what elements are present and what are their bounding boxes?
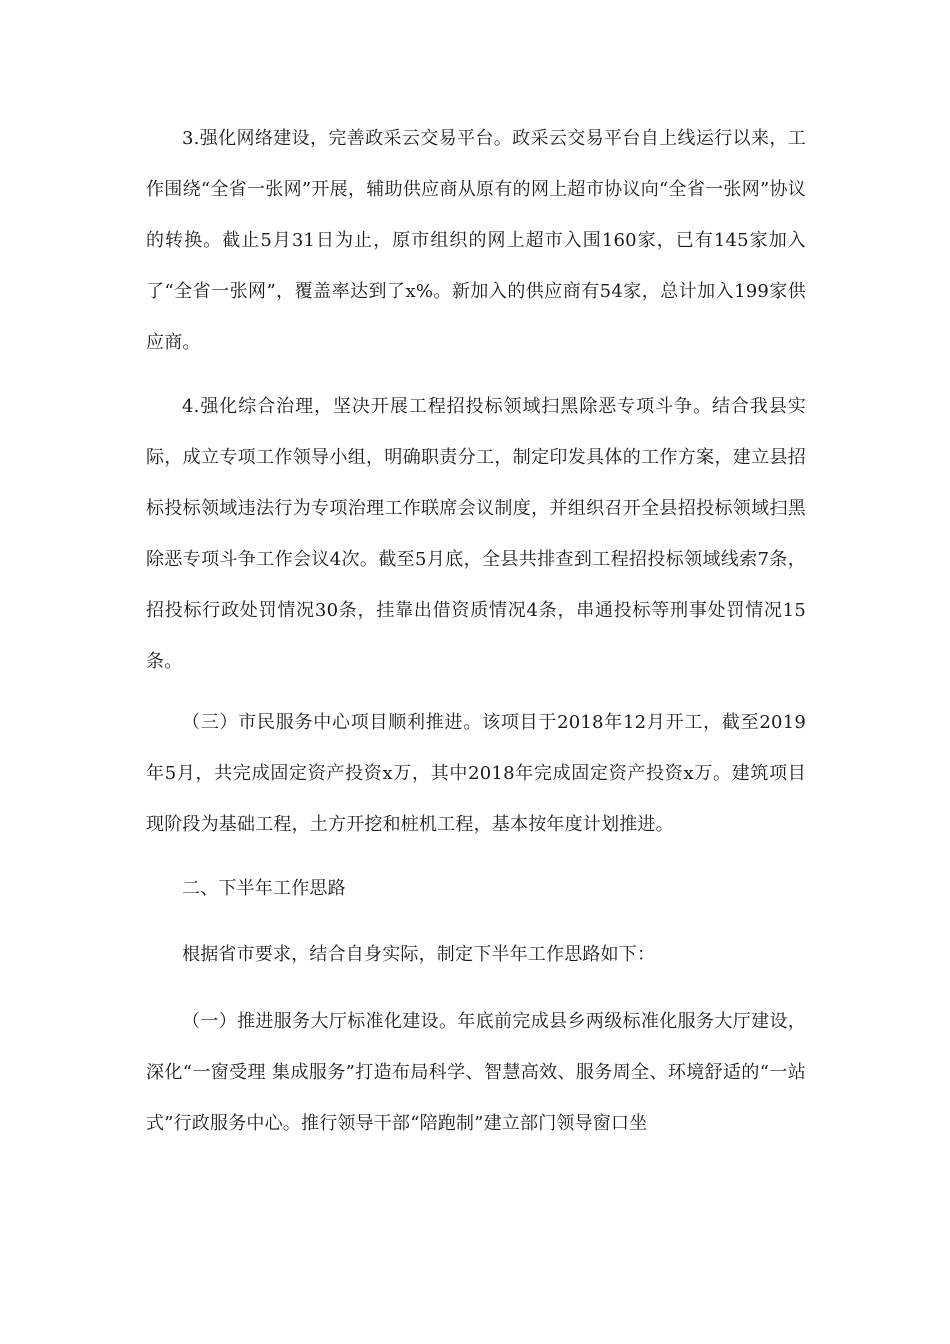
- paragraph-plan-intro: 根据省市要求，结合自身实际，制定下半年工作思路如下：: [182, 944, 656, 965]
- paragraph-service-hall-standardization: （一）推进服务大厅标准化建设。年底前完成县乡两级标准化服务大厅建设，深化“一窗受理 集成服务”打造布局科学、智慧高效、服务周全、环境舒适的“一站式”行政服务中心。推行领导干部“陪跑制”建立部门领导窗口坐: [146, 1011, 806, 1134]
- paragraph-network-construction: 3.强化网络建设，完善政采云交易平台。政采云交易平台自上线运行以来，工作围绕“全省一张网”开展，辅助供应商从原有的网上超市协议向“全省一张网”协议的转换。截止5月31日为止，原市组织的网上超市入围160家，已有145家加入了“全省一张网”，覆盖率达到了x%。新加入的供应商有54家，总计加入199家供应商。: [146, 128, 806, 353]
- section-heading-second-half-plan: 二、下半年工作思路: [182, 878, 346, 899]
- paragraph-citizen-service-center: （三）市民服务中心项目顺利推进。该项目于2018年12月开工，截至2019年5月，共完成固定资产投资x万，其中2018年完成固定资产投资x万。建筑项目现阶段为基础工程，土方开挖和桩机工程，基本按年度计划推进。: [146, 712, 806, 835]
- paragraph-comprehensive-governance: 4.强化综合治理，坚决开展工程招投标领域扫黑除恶专项斗争。结合我县实际，成立专项工作领导小组，明确职责分工，制定印发具体的工作方案，建立县招标投标领域违法行为专项治理工作联席会议制度，并组织召开全县招投标领域扫黑除恶专项斗争工作会议4次。截至5月底，全县共排查到工程招投标领域线索7条，招投标行政处罚情况30条，挂靠出借资质情况4条，串通投标等刑事处罚情况15条。: [146, 396, 806, 672]
